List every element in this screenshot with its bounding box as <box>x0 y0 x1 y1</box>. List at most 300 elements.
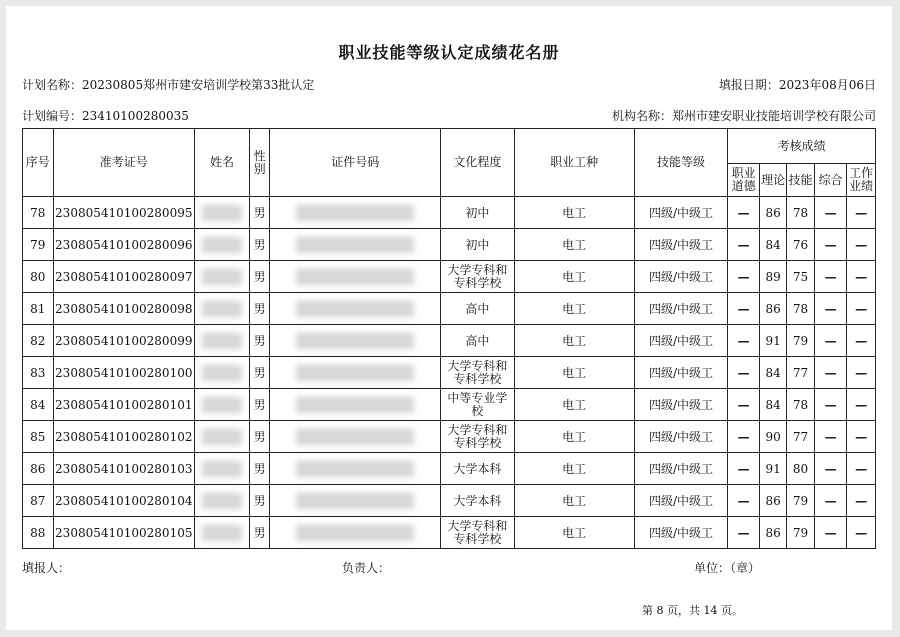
cell-skill <box>787 261 814 293</box>
redacted-name <box>202 429 242 445</box>
cell-overall <box>814 261 847 293</box>
cell-theory <box>759 261 786 293</box>
cell-gender <box>249 197 269 229</box>
cell-job-type <box>514 389 634 421</box>
redacted-name <box>202 301 242 317</box>
cell-gender <box>249 517 269 549</box>
cell-ethics <box>728 389 760 421</box>
cell-gender-text: 男 <box>253 526 266 540</box>
cell-seq-text: 81 <box>30 301 46 316</box>
cell-gender-text: 男 <box>253 430 266 444</box>
cell-job-type-text: 电工 <box>562 526 587 540</box>
cell-name <box>195 229 250 261</box>
cell-theory <box>759 517 786 549</box>
cell-overall <box>814 325 847 357</box>
cell-education-text: 大学专科和专科学校 <box>447 262 508 290</box>
header-exam-no: 准考证号 <box>53 129 194 197</box>
cell-skill-text: 78 <box>792 301 809 316</box>
cell-exam-no <box>53 229 194 261</box>
cell-work <box>847 485 876 517</box>
cell-exam-no-text: 230805410100280103 <box>55 461 193 476</box>
cell-seq <box>23 485 54 517</box>
cell-overall <box>814 197 847 229</box>
cell-ethics-text: — <box>737 205 750 220</box>
header-seq: 序号 <box>23 129 54 197</box>
cell-seq-text: 85 <box>30 429 46 444</box>
cell-education <box>441 485 514 517</box>
cell-theory-text: 86 <box>765 205 781 220</box>
redacted-id-number <box>296 269 414 285</box>
cell-name <box>195 325 250 357</box>
cell-gender-text: 男 <box>253 494 266 508</box>
cell-overall-text: — <box>824 365 837 380</box>
header-name: 姓名 <box>195 129 250 197</box>
header-work <box>847 164 876 197</box>
cell-skill-text: 79 <box>792 333 809 348</box>
cell-seq <box>23 517 54 549</box>
redacted-id-number <box>296 301 414 317</box>
cell-theory-text: 84 <box>765 237 781 252</box>
cell-seq-text: 78 <box>30 205 46 220</box>
cell-exam-no-text: 230805410100280095 <box>55 205 193 220</box>
cell-skill-level <box>634 485 728 517</box>
cell-work-text: — <box>855 365 868 380</box>
cell-job-type <box>514 229 634 261</box>
cell-exam-no <box>53 517 194 549</box>
cell-ethics-text: — <box>737 461 750 476</box>
plan-number: 计划编号：23410100280035 <box>22 109 189 123</box>
cell-name <box>195 197 250 229</box>
cell-exam-no-text: 230805410100280099 <box>55 333 193 348</box>
cell-seq <box>23 261 54 293</box>
cell-seq <box>23 197 54 229</box>
header-theory: 理论 <box>759 164 786 197</box>
cell-skill <box>787 421 814 453</box>
cell-job-type-text: 电工 <box>562 398 587 412</box>
cell-skill-level-text: 四级/中级工 <box>648 238 714 252</box>
cell-skill-level-text: 四级/中级工 <box>648 206 714 220</box>
header-skill: 技能 <box>787 164 814 197</box>
cell-job-type <box>514 517 634 549</box>
cell-ethics <box>728 293 760 325</box>
cell-skill <box>787 517 814 549</box>
cell-gender <box>249 293 269 325</box>
cell-exam-no-text: 230805410100280101 <box>55 397 193 412</box>
cell-job-type-text: 电工 <box>562 270 587 284</box>
cell-ethics-text: — <box>737 365 750 380</box>
cell-ethics <box>728 261 760 293</box>
cell-overall <box>814 453 847 485</box>
cell-seq <box>23 421 54 453</box>
redacted-id-number <box>296 525 414 541</box>
cell-theory-text: 86 <box>765 493 781 508</box>
table-row <box>23 517 876 549</box>
cell-overall-text: — <box>824 493 837 508</box>
org-name: 机构名称：郑州市建安职业技能培训学校有限公司 <box>611 109 876 123</box>
cell-gender <box>249 453 269 485</box>
cell-education <box>441 197 514 229</box>
cell-education-text: 大学专科和专科学校 <box>447 358 508 386</box>
cell-ethics-text: — <box>737 269 750 284</box>
cell-id-no <box>270 229 441 261</box>
cell-education-text: 大学本科 <box>453 461 502 476</box>
redacted-id-number <box>296 461 414 477</box>
cell-overall-text: — <box>824 301 837 316</box>
redacted-name <box>202 397 242 413</box>
cell-job-type-text: 电工 <box>562 206 587 220</box>
cell-skill-level-text: 四级/中级工 <box>648 302 714 316</box>
cell-education <box>441 421 514 453</box>
cell-overall <box>814 485 847 517</box>
cell-overall-text: — <box>824 205 837 220</box>
cell-name <box>195 389 250 421</box>
cell-education <box>441 389 514 421</box>
cell-gender <box>249 229 269 261</box>
cell-education-text: 大学专科和专科学校 <box>447 422 508 450</box>
cell-exam-no <box>53 485 194 517</box>
cell-exam-no <box>53 453 194 485</box>
table-row <box>23 229 876 261</box>
cell-theory-text: 86 <box>765 525 781 540</box>
table-row <box>23 357 876 389</box>
cell-education <box>441 293 514 325</box>
redacted-name <box>202 461 242 477</box>
cell-job-type-text: 电工 <box>562 366 587 380</box>
cell-skill-level <box>634 325 728 357</box>
cell-ethics-text: — <box>737 397 750 412</box>
cell-ethics <box>728 197 760 229</box>
cell-gender-text: 男 <box>253 462 266 476</box>
redacted-id-number <box>296 397 414 413</box>
cell-name <box>195 421 250 453</box>
cell-work-text: — <box>855 301 868 316</box>
cell-job-type <box>514 325 634 357</box>
page-indicator: 第 8 页，共 14 页。 <box>642 604 743 617</box>
table-row <box>23 453 876 485</box>
cell-overall-text: — <box>824 397 837 412</box>
cell-theory-text: 84 <box>765 365 781 380</box>
cell-ethics-text: — <box>737 333 750 348</box>
cell-id-no <box>270 453 441 485</box>
cell-exam-no-text: 230805410100280102 <box>55 429 193 444</box>
cell-work-text: — <box>855 461 868 476</box>
cell-skill-level-text: 四级/中级工 <box>648 526 714 540</box>
cell-job-type-text: 电工 <box>562 302 587 316</box>
cell-theory <box>759 453 786 485</box>
cell-name <box>195 517 250 549</box>
cell-work-text: — <box>855 429 868 444</box>
cell-gender-text: 男 <box>253 366 266 380</box>
cell-id-no <box>270 261 441 293</box>
cell-id-no <box>270 357 441 389</box>
cell-skill-level <box>634 261 728 293</box>
cell-theory-text: 84 <box>765 397 781 412</box>
cell-job-type <box>514 485 634 517</box>
cell-id-no <box>270 293 441 325</box>
cell-education-text: 中等专业学校 <box>447 390 508 418</box>
cell-exam-no <box>53 357 194 389</box>
cell-theory-text: 89 <box>765 269 781 284</box>
cell-skill-level <box>634 197 728 229</box>
cell-seq <box>23 357 54 389</box>
cell-theory <box>759 197 786 229</box>
header-ethics-label: 职业道德 <box>731 166 756 193</box>
cell-theory-text: 86 <box>765 301 781 316</box>
cell-skill-level-text: 四级/中级工 <box>648 334 714 348</box>
cell-theory <box>759 389 786 421</box>
cell-education <box>441 517 514 549</box>
cell-job-type-text: 电工 <box>562 462 587 476</box>
cell-seq <box>23 453 54 485</box>
cell-skill <box>787 325 814 357</box>
cell-ethics <box>728 517 760 549</box>
cell-education-text: 高中 <box>465 301 490 316</box>
cell-overall-text: — <box>824 525 837 540</box>
cell-id-no <box>270 389 441 421</box>
redacted-name <box>202 365 242 381</box>
cell-skill <box>787 293 814 325</box>
cell-seq-text: 88 <box>30 525 46 540</box>
cell-job-type-text: 电工 <box>562 334 587 348</box>
cell-theory-text: 91 <box>765 333 781 348</box>
cell-work-text: — <box>855 205 868 220</box>
cell-theory-text: 90 <box>765 429 781 444</box>
cell-ethics-text: — <box>737 301 750 316</box>
cell-work-text: — <box>855 397 868 412</box>
cell-ethics-text: — <box>737 525 750 540</box>
page-title: 职业技能等级认定成绩花名册 <box>338 43 560 62</box>
cell-exam-no <box>53 421 194 453</box>
fill-date: 填报日期：2023年08月06日 <box>718 78 876 92</box>
header-overall: 综合 <box>814 164 847 197</box>
cell-overall-text: — <box>824 237 837 252</box>
cell-skill-text: 78 <box>792 205 809 220</box>
redacted-name <box>202 205 242 221</box>
cell-work <box>847 517 876 549</box>
cell-work-text: — <box>855 525 868 540</box>
redacted-id-number <box>296 493 414 509</box>
cell-job-type <box>514 261 634 293</box>
cell-skill-text: 76 <box>792 237 809 252</box>
cell-work <box>847 325 876 357</box>
cell-exam-no-text: 230805410100280104 <box>55 493 193 508</box>
redacted-id-number <box>296 429 414 445</box>
cell-theory <box>759 325 786 357</box>
cell-education-text: 初中 <box>465 205 490 220</box>
cell-id-no <box>270 485 441 517</box>
cell-overall-text: — <box>824 269 837 284</box>
redacted-name <box>202 333 242 349</box>
cell-exam-no-text: 230805410100280098 <box>55 301 193 316</box>
cell-skill-level <box>634 357 728 389</box>
cell-work-text: — <box>855 269 868 284</box>
redacted-name <box>202 525 242 541</box>
cell-skill-level <box>634 293 728 325</box>
cell-exam-no <box>53 293 194 325</box>
cell-seq-text: 87 <box>30 493 46 508</box>
cell-job-type <box>514 421 634 453</box>
cell-skill-text: 78 <box>792 397 809 412</box>
cell-exam-no <box>53 389 194 421</box>
cell-skill-level <box>634 389 728 421</box>
header-education: 文化程度 <box>441 129 514 197</box>
cell-seq-text: 83 <box>30 365 46 380</box>
cell-skill-level-text: 四级/中级工 <box>648 398 714 412</box>
roster-page <box>6 6 892 630</box>
cell-skill-text: 79 <box>792 525 809 540</box>
cell-skill <box>787 485 814 517</box>
table-row <box>23 421 876 453</box>
header-work-label: 工作业绩 <box>849 166 874 193</box>
cell-job-type-text: 电工 <box>562 238 587 252</box>
cell-job-type-text: 电工 <box>562 430 587 444</box>
cell-id-no <box>270 517 441 549</box>
cell-skill <box>787 197 814 229</box>
cell-skill-level <box>634 421 728 453</box>
cell-name <box>195 357 250 389</box>
cell-overall <box>814 229 847 261</box>
cell-overall-text: — <box>824 333 837 348</box>
cell-exam-no <box>53 261 194 293</box>
cell-ethics <box>728 229 760 261</box>
cell-seq-text: 84 <box>30 397 46 412</box>
header-skill-level: 技能等级 <box>634 129 728 197</box>
plan-name: 计划名称：20230805郑州市建安培训学校第33批认定 <box>22 78 315 92</box>
cell-gender-text: 男 <box>253 270 266 284</box>
table-row <box>23 261 876 293</box>
cell-overall <box>814 293 847 325</box>
cell-skill-text: 80 <box>792 461 809 476</box>
cell-work <box>847 357 876 389</box>
cell-education-text: 大学本科 <box>453 493 502 508</box>
cell-skill-level <box>634 517 728 549</box>
header-gender <box>249 129 269 197</box>
cell-theory <box>759 357 786 389</box>
cell-theory-text: 91 <box>765 461 781 476</box>
cell-ethics <box>728 453 760 485</box>
cell-ethics-text: — <box>737 237 750 252</box>
cell-work <box>847 293 876 325</box>
header-scores: 考核成绩 <box>728 129 876 164</box>
cell-education <box>441 357 514 389</box>
table-row <box>23 293 876 325</box>
cell-gender <box>249 325 269 357</box>
redacted-name <box>202 269 242 285</box>
cell-theory <box>759 293 786 325</box>
cell-work-text: — <box>855 493 868 508</box>
cell-education <box>441 325 514 357</box>
cell-gender <box>249 357 269 389</box>
cell-name <box>195 453 250 485</box>
cell-ethics-text: — <box>737 429 750 444</box>
cell-work <box>847 453 876 485</box>
cell-skill-level-text: 四级/中级工 <box>648 270 714 284</box>
cell-work <box>847 389 876 421</box>
cell-overall <box>814 389 847 421</box>
cell-seq <box>23 325 54 357</box>
cell-skill-text: 79 <box>792 493 809 508</box>
cell-skill <box>787 357 814 389</box>
cell-work <box>847 197 876 229</box>
cell-gender <box>249 421 269 453</box>
redacted-id-number <box>296 333 414 349</box>
cell-education-text: 高中 <box>465 333 490 348</box>
table-row <box>23 485 876 517</box>
cell-seq <box>23 293 54 325</box>
cell-overall <box>814 421 847 453</box>
cell-ethics <box>728 485 760 517</box>
cell-id-no <box>270 325 441 357</box>
responsible-label: 负责人： <box>342 561 391 575</box>
header-gender-label: 性别 <box>253 148 266 176</box>
cell-name <box>195 261 250 293</box>
table-row <box>23 325 876 357</box>
cell-exam-no <box>53 197 194 229</box>
cell-gender-text: 男 <box>253 302 266 316</box>
cell-gender-text: 男 <box>253 334 266 348</box>
cell-exam-no-text: 230805410100280100 <box>55 365 193 380</box>
cell-job-type <box>514 453 634 485</box>
cell-exam-no-text: 230805410100280096 <box>55 237 193 252</box>
cell-job-type <box>514 197 634 229</box>
cell-theory <box>759 229 786 261</box>
cell-skill-level-text: 四级/中级工 <box>648 430 714 444</box>
cell-skill <box>787 453 814 485</box>
header-job-type: 职业工种 <box>514 129 634 197</box>
cell-id-no <box>270 421 441 453</box>
cell-gender <box>249 261 269 293</box>
cell-exam-no-text: 230805410100280105 <box>55 525 193 540</box>
filler-label: 填报人： <box>22 561 71 575</box>
unit-seal-label: 单位：（章） <box>694 561 761 575</box>
cell-overall-text: — <box>824 429 837 444</box>
cell-education <box>441 229 514 261</box>
cell-seq <box>23 389 54 421</box>
cell-job-type <box>514 293 634 325</box>
cell-seq-text: 79 <box>30 237 46 252</box>
cell-gender-text: 男 <box>253 206 266 220</box>
cell-seq-text: 86 <box>30 461 46 476</box>
cell-gender-text: 男 <box>253 238 266 252</box>
table-row <box>23 197 876 229</box>
cell-overall <box>814 517 847 549</box>
cell-skill-text: 77 <box>792 429 809 444</box>
cell-work <box>847 421 876 453</box>
cell-ethics-text: — <box>737 493 750 508</box>
cell-skill-text: 75 <box>792 269 809 284</box>
header-id-no: 证件号码 <box>270 129 441 197</box>
header-ethics <box>728 164 760 197</box>
cell-gender <box>249 485 269 517</box>
redacted-id-number <box>296 237 414 253</box>
cell-education-text: 大学专科和专科学校 <box>447 518 508 546</box>
redacted-id-number <box>296 365 414 381</box>
cell-skill <box>787 389 814 421</box>
cell-job-type <box>514 357 634 389</box>
cell-skill-level-text: 四级/中级工 <box>648 494 714 508</box>
cell-skill-text: 77 <box>792 365 809 380</box>
cell-skill-level <box>634 229 728 261</box>
cell-gender <box>249 389 269 421</box>
cell-overall-text: — <box>824 461 837 476</box>
score-roster-table <box>22 128 876 549</box>
cell-skill <box>787 229 814 261</box>
cell-ethics <box>728 357 760 389</box>
cell-theory <box>759 485 786 517</box>
redacted-name <box>202 237 242 253</box>
cell-overall <box>814 357 847 389</box>
cell-skill-level-text: 四级/中级工 <box>648 462 714 476</box>
